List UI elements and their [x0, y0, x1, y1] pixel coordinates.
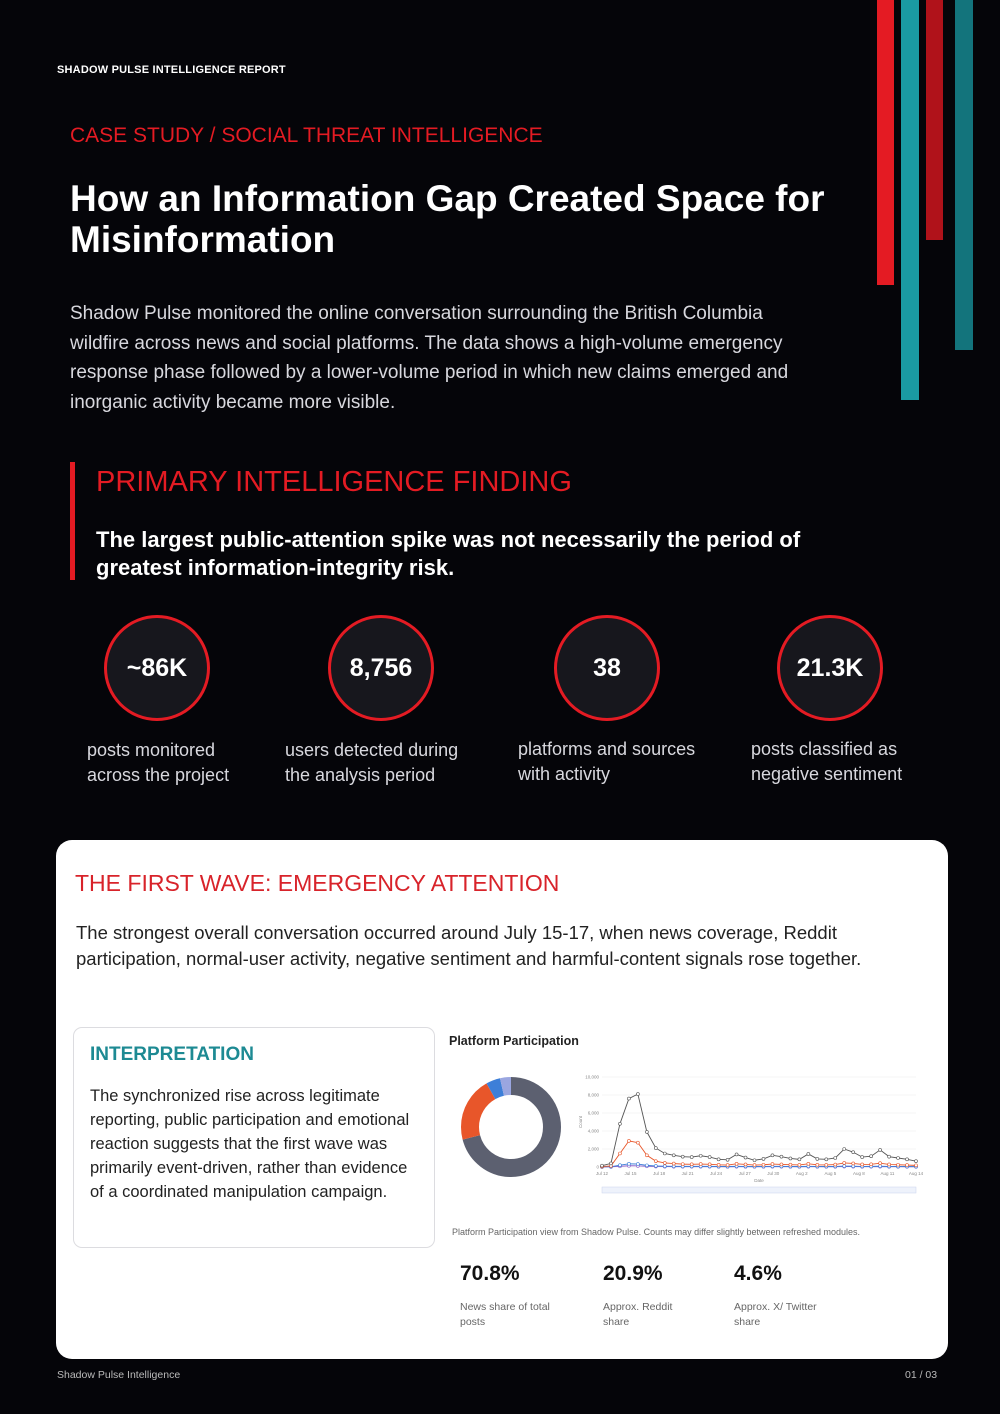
footer-page-number: 01 / 03 [905, 1369, 938, 1381]
x-axis-label: Date [754, 1178, 764, 1183]
series-point [645, 1130, 648, 1133]
intro-paragraph: Shadow Pulse monitored the online conversation surrounding the British Columbia wildfire across news and social platforms. The data shows a high-volume emergency response phase followed by a lower-volume period in which new claims emerged and inorganic activity became more visible. [70, 303, 789, 413]
series-point [609, 1162, 612, 1165]
report-label: SHADOW PULSE INTELLIGENCE REPORT [57, 64, 286, 76]
interpretation-heading: INTERPRETATION [90, 1044, 254, 1065]
series-point [645, 1164, 648, 1167]
series-point [618, 1164, 621, 1167]
stat-label-line: posts classified as [751, 739, 898, 759]
series-point [654, 1147, 657, 1150]
series-point [618, 1122, 621, 1125]
series-point [825, 1163, 828, 1166]
x-tick-label: Jul 21 [681, 1171, 694, 1176]
series-point [717, 1163, 720, 1166]
platform-donut-chart [451, 1067, 571, 1187]
stat-label-posts [87, 738, 229, 787]
series-point [735, 1162, 738, 1165]
series-point [879, 1162, 882, 1165]
y-tick-label: 0 [596, 1164, 599, 1170]
series-point [753, 1159, 756, 1162]
x-tick-label: Jul 12 [595, 1171, 609, 1176]
x-tick-label: Jul 24 [710, 1171, 723, 1176]
series-point [915, 1164, 918, 1167]
series-point [816, 1157, 819, 1160]
x-tick-label: Jul 18 [653, 1171, 666, 1176]
stat-circle-users: 8,756 [328, 615, 434, 721]
series-point [789, 1163, 792, 1166]
kpi-twitter-value: 4.6% [734, 1262, 782, 1285]
eyebrow-category: CASE STUDY / SOCIAL THREAT INTELLIGENCE [70, 124, 543, 147]
stat-circle-platforms: 38 [554, 615, 660, 721]
range-slider[interactable] [602, 1187, 916, 1193]
series-point [861, 1156, 864, 1159]
series-point [780, 1155, 783, 1158]
stat-label-platforms [518, 737, 695, 786]
kpi-reddit-value: 20.9% [603, 1262, 663, 1285]
finding-text: The largest public-attention spike was not necessarily the period of greatest information-integrity risk. [96, 527, 801, 580]
series-point [735, 1153, 738, 1156]
x-tick-label: Aug 8 [853, 1171, 865, 1176]
series-point [708, 1163, 711, 1166]
series-point [807, 1162, 810, 1165]
series-point [645, 1154, 648, 1157]
series-point [888, 1155, 891, 1158]
series-point [690, 1163, 693, 1166]
stat-circle-posts: ~86K [104, 615, 210, 721]
series-point [726, 1164, 729, 1167]
series-point [771, 1163, 774, 1166]
series-point [852, 1162, 855, 1165]
kpi-label-line: Approx. Reddit [603, 1301, 673, 1313]
series-point [744, 1156, 747, 1159]
series-point [798, 1163, 801, 1166]
series-point [861, 1163, 864, 1166]
series-point [627, 1139, 630, 1142]
series-point [906, 1158, 909, 1161]
series-line [602, 1141, 916, 1167]
series-point [816, 1163, 819, 1166]
x-tick-label: Aug 5 [824, 1171, 837, 1176]
first-wave-body: The strongest overall conversation occurred around July 15-17, when news coverage, Reddit participation, normal-user activity, negative sentiment and harmful-content signals rose together. [76, 922, 862, 969]
series-point [834, 1157, 837, 1160]
series-point [654, 1164, 657, 1167]
kpi-label-line: News share of total [460, 1301, 550, 1313]
platform-participation-panel [439, 1027, 929, 1242]
x-tick-label: Aug 14 [908, 1171, 924, 1176]
stat-label-line: with activity [518, 763, 611, 784]
stat-label-line: the analysis period [285, 764, 436, 785]
series-point [717, 1158, 720, 1161]
kpi-label-line: posts [460, 1316, 486, 1328]
stat-label-line: across the project [87, 764, 230, 785]
platform-line-chart [574, 1065, 924, 1200]
decor-stripe-teal-1 [901, 0, 919, 400]
series-point [762, 1163, 765, 1166]
stat-label-line: users detected during [285, 740, 459, 760]
series-point [744, 1163, 747, 1166]
series-point [601, 1164, 604, 1167]
finding-accent-bar [70, 462, 75, 580]
y-tick-label: 4,000 [587, 1128, 599, 1134]
series-point [870, 1155, 873, 1158]
series-point [870, 1163, 873, 1166]
series-point [708, 1156, 711, 1159]
series-point [915, 1160, 918, 1163]
series-point [654, 1160, 657, 1163]
decor-stripe-red-1 [877, 0, 894, 285]
series-point [663, 1152, 666, 1155]
series-point [771, 1154, 774, 1157]
series-point [627, 1162, 630, 1165]
series-point [681, 1163, 684, 1166]
kpi-label-line: share [603, 1316, 630, 1328]
series-point [906, 1164, 909, 1167]
interpretation-box [73, 1027, 435, 1248]
x-tick-label: Aug 2 [795, 1171, 808, 1176]
kpi-label-line: share [734, 1316, 761, 1328]
interpretation-text: The synchronized rise across legitimate reporting, public participation and emotional reaction suggests that the first wave was primarily event-driven, rather than evidence of a coordinated manipulation campaign. [90, 1087, 410, 1201]
stat-label-line: platforms and sources [518, 739, 696, 759]
series-point [834, 1163, 837, 1166]
y-tick-label: 8,000 [587, 1092, 599, 1098]
platform-caption: Platform Participation view from Shadow Pulse. Counts may differ slightly between refreshed modules. [452, 1227, 861, 1237]
series-point [636, 1093, 639, 1096]
series-point [897, 1163, 900, 1166]
series-point [699, 1163, 702, 1166]
page-title: How an Information Gap Created Space for Misinformation [70, 178, 825, 260]
series-line [602, 1094, 916, 1166]
first-wave-card [56, 840, 948, 1359]
series-point [843, 1165, 846, 1168]
kpi-label-line: Approx. X/ Twitter [734, 1301, 817, 1313]
kpi-news-value: 70.8% [460, 1262, 520, 1285]
series-point [663, 1165, 666, 1168]
series-point [780, 1163, 783, 1166]
stat-label-negative [751, 737, 902, 786]
series-point [753, 1164, 756, 1167]
stat-circle-negative: 21.3K [777, 615, 883, 721]
series-point [879, 1148, 882, 1151]
series-point [789, 1157, 792, 1160]
kpi-news-label [460, 1300, 550, 1330]
y-axis-label: Count [578, 1115, 583, 1129]
x-tick-label: Jul 27 [738, 1171, 751, 1176]
y-tick-label: 6,000 [587, 1110, 599, 1116]
decor-stripe-teal-2 [955, 0, 973, 350]
y-tick-label: 10,000 [585, 1074, 599, 1080]
kpi-twitter-label [734, 1300, 817, 1330]
series-point [699, 1154, 702, 1157]
series-point [663, 1161, 666, 1164]
series-point [672, 1154, 675, 1157]
series-point [690, 1156, 693, 1159]
first-wave-heading: THE FIRST WAVE: EMERGENCY ATTENTION [75, 870, 560, 896]
stat-label-line: negative sentiment [751, 763, 903, 784]
series-point [762, 1157, 765, 1160]
y-tick-label: 2,000 [587, 1146, 599, 1152]
series-point [897, 1157, 900, 1160]
series-point [627, 1097, 630, 1100]
series-point [672, 1162, 675, 1165]
series-point [879, 1165, 882, 1168]
series-point [843, 1148, 846, 1151]
stat-label-line: posts monitored [87, 740, 216, 760]
series-point [726, 1158, 729, 1161]
series-point [807, 1152, 810, 1155]
series-point [636, 1141, 639, 1144]
x-tick-label: Jul 15 [624, 1171, 637, 1176]
x-tick-label: Aug 11 [880, 1171, 895, 1176]
series-point [798, 1158, 801, 1161]
finding-heading: PRIMARY INTELLIGENCE FINDING [96, 466, 572, 498]
series-point [681, 1155, 684, 1158]
decor-stripe-red-2 [926, 0, 943, 240]
footer-brand: Shadow Pulse Intelligence [57, 1369, 181, 1381]
series-point [825, 1158, 828, 1161]
series-point [843, 1161, 846, 1164]
series-point [852, 1151, 855, 1154]
series-point [888, 1163, 891, 1166]
kpi-reddit-label [603, 1300, 672, 1330]
stat-label-users [285, 738, 458, 787]
platform-participation-title: Platform Participation [449, 1034, 579, 1048]
series-point [636, 1163, 639, 1166]
series-point [618, 1152, 621, 1155]
x-tick-label: Jul 30 [767, 1171, 780, 1176]
